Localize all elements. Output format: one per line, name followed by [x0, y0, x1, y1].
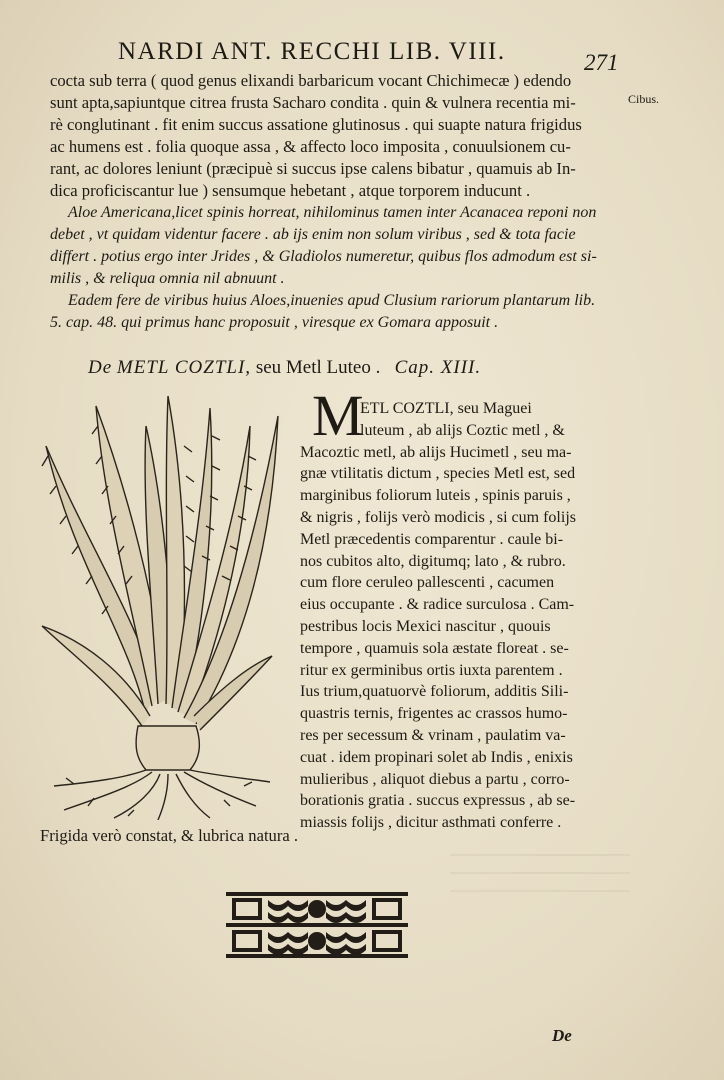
text-line: differt . potius ergo inter Jrides , & Gladiolos numeretur, quibus flos admodum est si- — [50, 248, 597, 265]
text-line: ETL COZTLI, seu Maguei — [360, 400, 532, 417]
text-line: eius occupante . & radice surculosa . Cam- — [300, 596, 575, 614]
text-line: miassis folijs , dicitur asthmati conferre . — [300, 814, 562, 832]
closing-line: Frigida verò constat, & lubrica natura . — [40, 826, 299, 845]
chapter-name: METL COZTLI, — [116, 357, 252, 378]
text-line: Ius trium,quatuorvè foliorum, additis Sili- — [300, 683, 569, 701]
text-line: ritur ex germinibus ortis iuxta parentem . — [300, 661, 563, 679]
text-line: nos cubitos alto, digitumq; lato , & rubro. — [300, 552, 566, 570]
text-line: debet , vt quidam videntur facere . ab ijs enim non solum viribus , sed & tota facie — [50, 226, 576, 243]
text-line: borationis gratia . succus expressus , ab se- — [300, 792, 576, 810]
text-line: & nigris , folijs verò modicis , si cum folijs — [300, 508, 576, 526]
text-line: milis , & reliqua omnia nil abnuunt . — [50, 270, 285, 287]
right-column-text — [300, 398, 616, 834]
text-line: dica proficiscantur lue ) sensumque hebetant , atque torporem inducunt . — [50, 181, 531, 200]
text-line: Macoztic metl, ab alijs Hucimetl , seu ma- — [300, 443, 572, 461]
printer-ornament-icon — [226, 892, 408, 958]
catchword: De — [552, 1026, 572, 1045]
text-line: luteum , ab alijs Coztic metl , & — [360, 421, 565, 439]
text-line: Eadem fere de viribus huius Aloes,inuenies apud Clusium rariorum plantarum lib. — [68, 292, 596, 309]
page-number: 271 — [584, 50, 619, 75]
text-line: Metl præcedentis comparentur . caule bi- — [300, 530, 564, 548]
text-line: Aloe Americana,licet spinis horreat, nihilominus tamen inter Acanacea reponi non — [68, 204, 597, 221]
text-line: marginibus foliorum luteis , spinis paruis , — [300, 487, 571, 505]
text-line: ac humens est . folia quoque assa , & affecto loco imposita , conuulsionem cu- — [50, 137, 571, 156]
agave-plant-woodcut-icon — [34, 386, 284, 820]
text-line: gnæ vtilitatis dictum , species Metl est, sed — [300, 465, 576, 483]
chapter-prefix: De — [88, 357, 113, 378]
text-line: cum flore ceruleo pallescenti , cacumen — [300, 574, 555, 592]
chapter-title — [88, 357, 481, 379]
text-line: cocta sub terra ( quod genus elixandi barbaricum vocant Chichimecæ ) edendo — [50, 71, 572, 90]
text-line: sunt apta,sapiuntque citrea frusta Sacharo condita . quin & vulnera recentia mi- — [50, 93, 576, 112]
text-line: quastris ternis, frigentes ac crassos humo- — [300, 705, 568, 723]
body-text — [50, 70, 620, 334]
text-line: pestribus locis Mexici nascitur , quouis — [300, 617, 551, 635]
text-line: tempore , quamuis sola æstate floreat . se- — [300, 639, 569, 657]
text-line: mulieribus , aliquot diebus a partu , corro- — [300, 770, 570, 788]
text-line: 5. cap. 48. qui primus hanc proposuit , viresque ex Gomara apposuit . — [50, 314, 499, 331]
text-line: rè conglutinant . fit enim succus assatione glutinosus . qui suapte natura frigidus — [50, 115, 582, 134]
chapter-number: Cap. XIII. — [394, 357, 482, 378]
drop-cap: M — [312, 383, 364, 448]
margin-note: Cibus. — [628, 92, 660, 106]
chapter-rest: seu Metl Luteo . — [255, 357, 381, 378]
text-line: res per secessum & vrinam , paulatim va- — [300, 726, 566, 744]
text-line: cuat . idem propinari solet ab Indis , enixis — [300, 748, 573, 766]
bleed-through-shadow — [450, 842, 630, 892]
text-line: rant, ac dolores leniunt (præcipuè si succus ipse calens bibatur , quamuis ab In- — [50, 159, 576, 178]
running-head: NARDI ANT. RECCHI LIB. VIII. — [118, 38, 506, 65]
